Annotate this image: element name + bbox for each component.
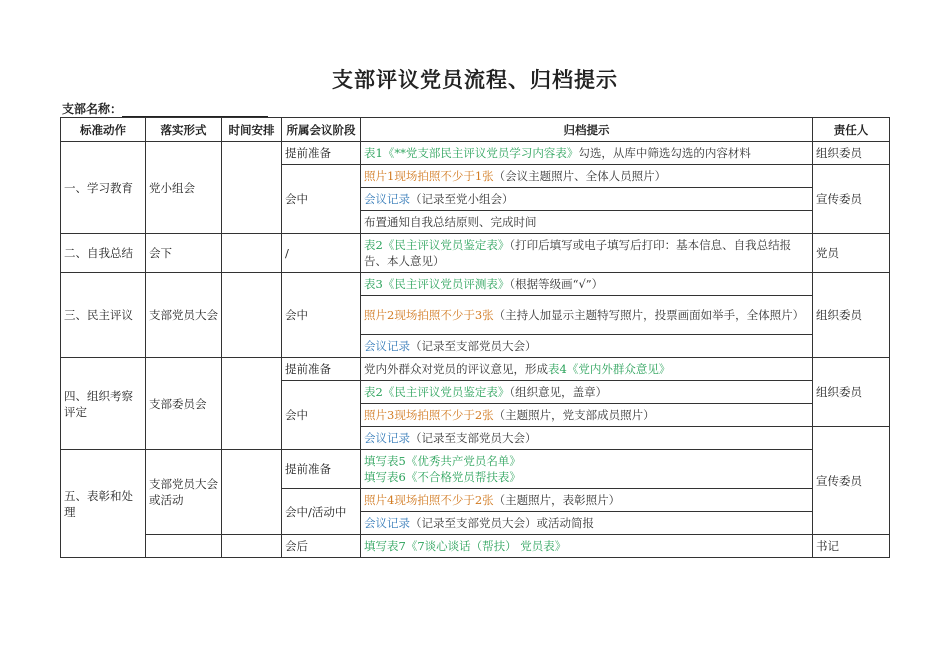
person-cell: 宣传委员	[813, 427, 890, 535]
branch-name-blank	[122, 104, 268, 117]
archive-form-ref: 表2《民主评议党员鉴定表》	[364, 385, 510, 399]
table-row	[61, 358, 890, 381]
person-cell: 组织委员	[813, 142, 890, 165]
archive-cell	[361, 335, 813, 358]
form-cell: 会下	[146, 234, 222, 273]
archive-photo-ref: 照片4现场拍照不少于2张	[364, 493, 494, 507]
stage-cell: 会中/活动中	[282, 489, 361, 535]
stage-cell: /	[282, 234, 361, 273]
action-cell: 五、表彰和处理	[61, 450, 146, 558]
branch-name-field	[62, 100, 268, 117]
archive-note: 勾选，从库中筛选勾选的内容材料	[578, 146, 751, 160]
archive-cell	[361, 381, 813, 404]
archive-form-ref: 填写表7《7谈心谈话（帮扶） 党员表》	[364, 539, 567, 553]
person-cell: 书记	[813, 535, 890, 558]
archive-record-ref: 会议记录	[364, 431, 410, 445]
form-cell	[146, 535, 222, 558]
form-cell: 支部委员会	[146, 358, 222, 450]
branch-name-label: 支部名称：	[62, 102, 123, 116]
table-row	[61, 273, 890, 296]
action-cell: 四、组织考察评定	[61, 358, 146, 450]
table-row	[61, 142, 890, 165]
archive-table	[60, 117, 890, 558]
archive-note: （主持人加显示主题特写照片，投票画面如举手，全体照片）	[493, 308, 805, 322]
archive-cell	[361, 404, 813, 427]
archive-cell	[361, 358, 813, 381]
page-title: 支部评议党员流程、归档提示	[332, 67, 618, 92]
archive-note: （根据等级画“√”）	[509, 277, 604, 291]
header-time: 时间安排	[222, 118, 282, 142]
archive-note: 党内外群众对党员的评议意见，形成	[364, 362, 548, 376]
archive-cell	[361, 165, 813, 188]
archive-note: 布置通知自我总结原则、完成时间	[364, 215, 537, 229]
archive-cell	[361, 535, 813, 558]
action-cell: 二、自我总结	[61, 234, 146, 273]
table-row	[61, 535, 890, 558]
form-cell: 支部党员大会	[146, 273, 222, 358]
form-cell: 支部党员大会或活动	[146, 450, 222, 535]
archive-record-ref: 会议记录	[364, 516, 410, 530]
time-cell	[222, 358, 282, 450]
archive-cell	[361, 427, 813, 450]
action-cell: 一、学习教育	[61, 142, 146, 234]
archive-form-ref: 表1《**党支部民主评议党员学习内容表》	[364, 146, 579, 160]
archive-form-ref: 表4《党内外群众意见》	[548, 362, 671, 376]
archive-photo-ref: 照片1现场拍照不少于1张	[364, 169, 494, 183]
archive-note: （主题照片，党支部成员照片）	[493, 408, 655, 422]
person-cell: 组织委员	[813, 358, 890, 427]
header-person: 责任人	[813, 118, 890, 142]
header-archive: 归档提示	[361, 118, 813, 142]
stage-cell: 会中	[282, 273, 361, 358]
time-cell	[222, 535, 282, 558]
archive-cell	[361, 188, 813, 211]
archive-cell	[361, 234, 813, 273]
stage-cell: 会后	[282, 535, 361, 558]
archive-note: （记录至支部党员大会）或活动简报	[410, 516, 594, 530]
archive-note: （打印后填写或电子填写后打印：基本信息、自我总结报告、本人意见）	[364, 238, 792, 268]
table-row	[61, 450, 890, 489]
table-header-row	[61, 118, 890, 142]
person-cell: 组织委员	[813, 273, 890, 358]
stage-cell: 提前准备	[282, 450, 361, 489]
archive-note: （记录至党小组会）	[410, 192, 514, 206]
archive-cell	[361, 512, 813, 535]
time-cell	[222, 273, 282, 358]
archive-record-ref: 会议记录	[364, 192, 410, 206]
archive-form-ref: 填写表6《不合格党员帮扶表》	[364, 470, 521, 484]
stage-cell: 提前准备	[282, 142, 361, 165]
form-cell: 党小组会	[146, 142, 222, 234]
archive-note: （会议主题照片、全体人员照片）	[493, 169, 667, 183]
stage-cell: 会中	[282, 381, 361, 450]
archive-cell	[361, 489, 813, 512]
time-cell	[222, 234, 282, 273]
archive-cell	[361, 273, 813, 296]
table-row	[61, 234, 890, 273]
archive-note: （主题照片，表彰照片）	[493, 493, 621, 507]
archive-note: （组织意见，盖章）	[509, 385, 608, 399]
header-stage: 所属会议阶段	[282, 118, 361, 142]
person-cell: 宣传委员	[813, 165, 890, 234]
action-cell: 三、民主评议	[61, 273, 146, 358]
time-cell	[222, 142, 282, 234]
person-cell: 党员	[813, 234, 890, 273]
archive-cell	[361, 142, 813, 165]
archive-form-ref: 表2《民主评议党员鉴定表》	[364, 238, 510, 252]
stage-cell: 会中	[282, 165, 361, 234]
archive-form-ref: 填写表5《优秀共产党员名单》	[364, 454, 521, 468]
archive-cell	[361, 296, 813, 335]
archive-note: （记录至支部党员大会）	[410, 339, 537, 353]
archive-record-ref: 会议记录	[364, 339, 410, 353]
archive-form-ref: 表3《民主评议党员评测表》	[364, 277, 510, 291]
header-action: 标准动作	[61, 118, 146, 142]
archive-note: （记录至支部党员大会）	[410, 431, 537, 445]
archive-cell	[361, 211, 813, 234]
archive-photo-ref: 照片2现场拍照不少于3张	[364, 308, 494, 322]
time-cell	[222, 450, 282, 535]
archive-cell	[361, 450, 813, 489]
stage-cell: 提前准备	[282, 358, 361, 381]
header-form: 落实形式	[146, 118, 222, 142]
archive-photo-ref: 照片3现场拍照不少于2张	[364, 408, 494, 422]
